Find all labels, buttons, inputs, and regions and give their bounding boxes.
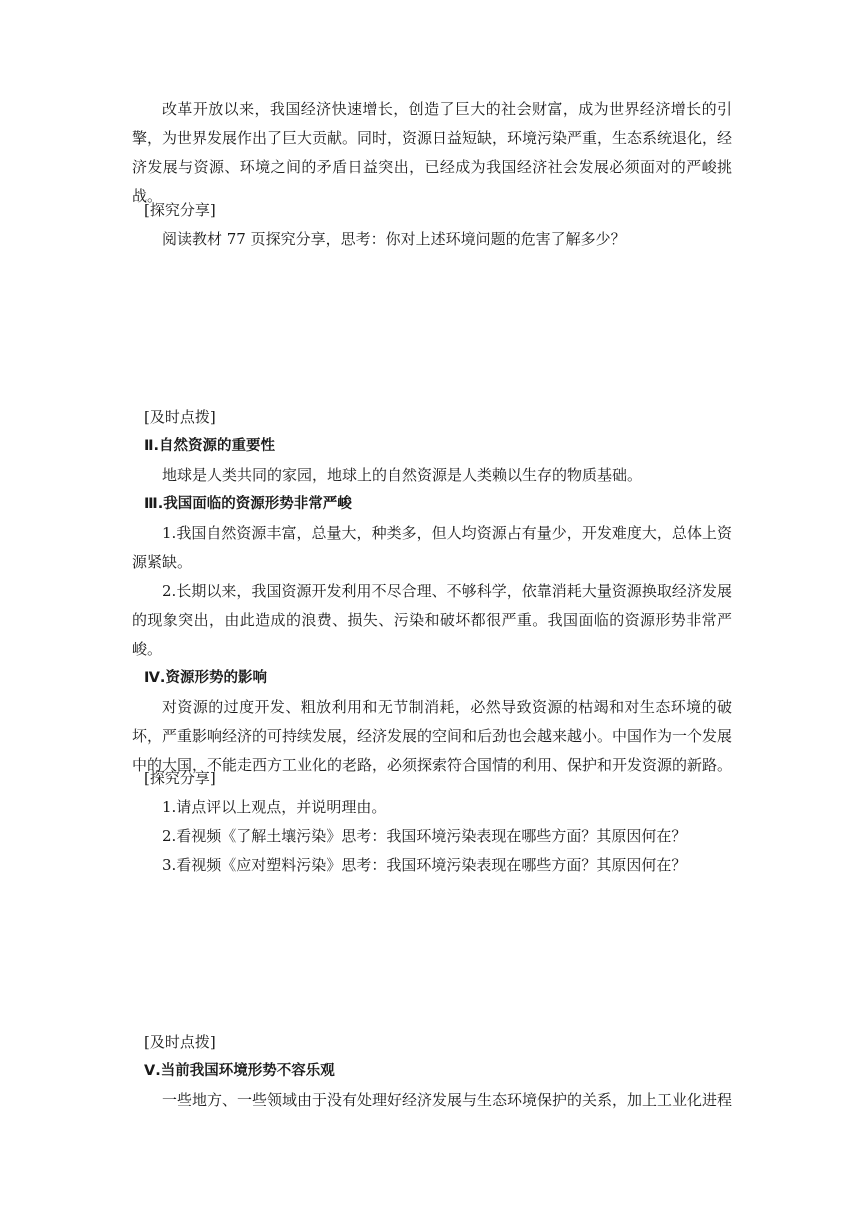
- explore-item-2: 2.看视频《了解土壤污染》思考：我国环境污染表现在哪些方面？其原因何在？: [162, 827, 687, 845]
- explore-label-2: [探究分享]: [144, 769, 216, 787]
- section-text-4: 对资源的过度开发、粗放利用和无节制消耗，必然导致资源的枯竭和对生态环境的破坏，严重影响经济的可持续发展，经济发展的空间和后劲也会越来越小。中国作为一个发展中的大国，不能走西方工业化的老路，必须探索符合国情的利用、保护和开发资源的新路。: [132, 698, 733, 774]
- explore-question: 阅读教材 77 页探究分享，思考：你对上述环境问题的危害了解多少？: [162, 230, 626, 248]
- intro-paragraph: 改革开放以来，我国经济快速增长，创造了巨大的社会财富，成为世界经济增长的引擎，为世界发展作出了巨大贡献。同时，资源日益短缺，环境污染严重，生态系统退化，经济发展与资源、环境之间的矛盾日益突出，已经成为我国经济社会发展必须面对的严峻挑战。: [132, 100, 733, 205]
- tips-label: [及时点拨]: [144, 408, 216, 426]
- section-item-3-1: 1.我国自然资源丰富，总量大，种类多，但人均资源占有量少，开发难度大，总体上资源紧缺。: [132, 524, 732, 571]
- explore-label: [探究分享]: [144, 201, 216, 219]
- intro-section: [132, 95, 732, 211]
- tips-section-2: [132, 1028, 732, 1115]
- section-text-5: 一些地方、一些领域由于没有处理好经济发展与生态环境保护的关系，加上工业化进程: [162, 1091, 733, 1109]
- section-heading-4: Ⅳ.资源形势的影响: [144, 670, 267, 686]
- section-item-3-2: 2.长期以来，我国资源开发利用不尽合理、不够科学，依靠消耗大量资源换取经济发展的现象突出，由此造成的浪费、损失、污染和破坏都很严重。我国面临的资源形势非常严峻。: [132, 582, 732, 658]
- section-heading-5: Ⅴ.当前我国环境形势不容乐观: [144, 1063, 335, 1079]
- explore-item-1: 1.请点评以上观点，并说明理由。: [162, 798, 387, 816]
- section-text-2: 地球是人类共同的家园，地球上的自然资源是人类赖以生存的物质基础。: [162, 466, 643, 484]
- explore-item-3: 3.看视频《应对塑料污染》思考：我国环境污染表现在哪些方面？其原因何在？: [162, 856, 687, 874]
- tips-label-2: [及时点拨]: [144, 1033, 216, 1051]
- tips-section-1: [132, 403, 732, 780]
- section-heading-2: Ⅱ.自然资源的重要性: [144, 438, 276, 454]
- explore-section-1: [132, 196, 732, 254]
- section-heading-3: Ⅲ.我国面临的资源形势非常严峻: [144, 496, 352, 512]
- explore-section-2: [132, 764, 732, 880]
